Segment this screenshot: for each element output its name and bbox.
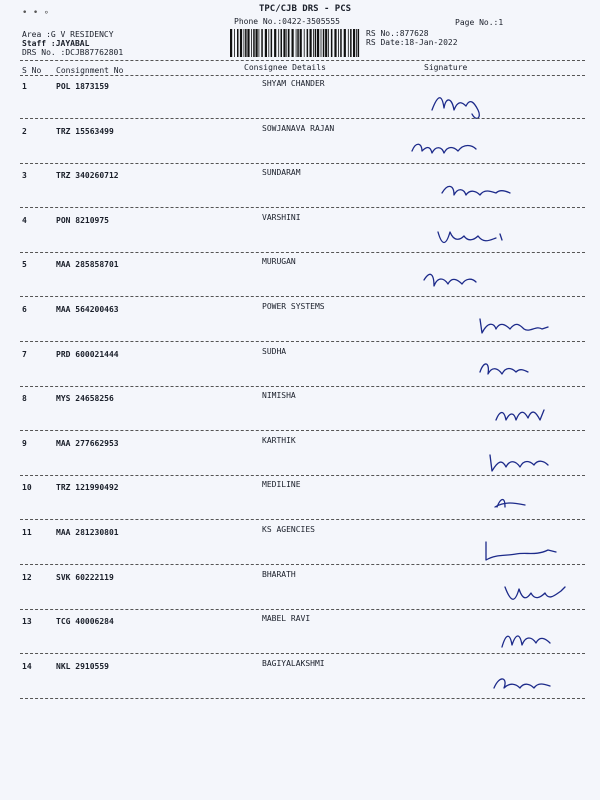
row-consignee-name: MEDILINE xyxy=(262,480,301,490)
row-signature-image xyxy=(505,583,585,615)
row-serial-number: 3 xyxy=(22,171,27,181)
row-consignment-number: POL 1873159 xyxy=(56,82,109,91)
row-signature-image xyxy=(495,493,575,525)
row-consignee-name: SUNDARAM xyxy=(262,168,301,178)
row-consignee-name: KS AGENCIES xyxy=(262,525,315,534)
row-signature-image xyxy=(442,181,522,213)
row-consignment-number: MAA 564200463 xyxy=(56,305,119,314)
row-serial-number: 10 xyxy=(22,483,32,493)
row-signature-image xyxy=(486,538,566,570)
row-divider xyxy=(20,296,585,297)
row-signature-image xyxy=(496,404,576,436)
barcode-image xyxy=(230,29,360,57)
col-consignee-header: Consignee Details xyxy=(244,63,326,72)
row-serial-number: 6 xyxy=(22,305,27,314)
row-consignment-number: MAA 281230801 xyxy=(56,528,119,537)
column-header-divider xyxy=(20,75,585,76)
drs-number: DRS No. :DCJB87762801 xyxy=(22,48,124,57)
row-consignee-name: KARTHIK xyxy=(262,435,296,445)
col-sno-header: S No xyxy=(22,66,42,75)
row-serial-number: 13 xyxy=(22,617,32,627)
row-consignment-number: TRZ 121990492 xyxy=(56,483,119,493)
row-consignee-name: POWER SYSTEMS xyxy=(262,302,325,311)
col-signature-header: Signature xyxy=(424,63,468,72)
row-serial-number: 14 xyxy=(22,661,32,671)
header-divider xyxy=(20,60,585,61)
corner-mark: • • ∘ xyxy=(22,8,50,18)
row-divider xyxy=(20,341,585,342)
row-signature-image xyxy=(432,92,512,124)
row-signature-image xyxy=(494,672,574,704)
row-divider xyxy=(20,475,585,476)
document-title: TPC/CJB DRS - PCS xyxy=(258,4,352,14)
row-divider xyxy=(20,163,585,164)
row-divider xyxy=(20,252,585,253)
phone-number: Phone No.:0422-3505555 xyxy=(234,17,340,26)
row-consignment-number: PON 8210975 xyxy=(56,215,109,225)
row-serial-number: 4 xyxy=(22,215,27,225)
row-serial-number: 5 xyxy=(22,260,27,270)
row-consignment-number: SVK 60222119 xyxy=(56,572,114,582)
row-consignment-number: TCG 40006284 xyxy=(56,617,114,627)
row-divider xyxy=(20,609,585,610)
row-signature-image xyxy=(424,270,504,302)
row-serial-number: 12 xyxy=(22,572,32,582)
row-consignment-number: MYS 24658256 xyxy=(56,394,114,404)
row-consignment-number: TRZ 15563499 xyxy=(56,126,114,136)
row-signature-image xyxy=(490,449,570,481)
row-divider xyxy=(20,653,585,654)
row-divider xyxy=(20,564,585,565)
row-consignment-number: MAA 277662953 xyxy=(56,438,119,448)
row-consignee-name: SHYAM CHANDER xyxy=(262,79,325,88)
row-divider xyxy=(20,118,585,119)
row-consignment-number: PRD 600021444 xyxy=(56,349,119,359)
row-consignee-name: VARSHINI xyxy=(262,212,301,222)
row-consignee-name: MURUGAN xyxy=(262,257,296,267)
page-number: Page No.:1 xyxy=(455,18,504,27)
row-divider xyxy=(20,698,585,699)
row-serial-number: 1 xyxy=(22,82,27,91)
row-serial-number: 7 xyxy=(22,349,27,359)
row-consignee-name: SUDHA xyxy=(262,346,287,356)
row-consignment-number: TRZ 340260712 xyxy=(56,171,119,181)
row-consignment-number: MAA 285858701 xyxy=(56,260,119,270)
row-consignee-name: MABEL RAVI xyxy=(262,614,311,624)
area-label: Area :G V RESIDENCY xyxy=(22,30,114,39)
row-divider xyxy=(20,207,585,208)
row-divider xyxy=(20,519,585,520)
col-consignment-header: Consignment No xyxy=(56,66,124,75)
row-divider xyxy=(20,430,585,431)
row-serial-number: 2 xyxy=(22,126,27,136)
row-divider xyxy=(20,386,585,387)
row-consignee-name: NIMISHA xyxy=(262,391,296,401)
row-signature-image xyxy=(412,137,492,169)
row-consignee-name: BAGIYALAKSHMI xyxy=(262,658,325,668)
row-consignee-name: SOWJANAVA RAJAN xyxy=(262,123,335,133)
row-serial-number: 9 xyxy=(22,438,27,448)
row-signature-image xyxy=(480,360,560,392)
row-serial-number: 11 xyxy=(22,528,32,537)
row-consignment-number: NKL 2910559 xyxy=(56,661,109,671)
staff-label: Staff :JAYABAL xyxy=(22,39,90,48)
row-signature-image xyxy=(480,315,560,347)
row-consignee-name: BHARATH xyxy=(262,569,296,579)
row-signature-image xyxy=(438,226,518,258)
rs-number: RS No.:877628 xyxy=(366,29,429,38)
row-signature-image xyxy=(502,627,582,659)
rs-date: RS Date:18-Jan-2022 xyxy=(366,38,458,47)
row-serial-number: 8 xyxy=(22,394,27,404)
